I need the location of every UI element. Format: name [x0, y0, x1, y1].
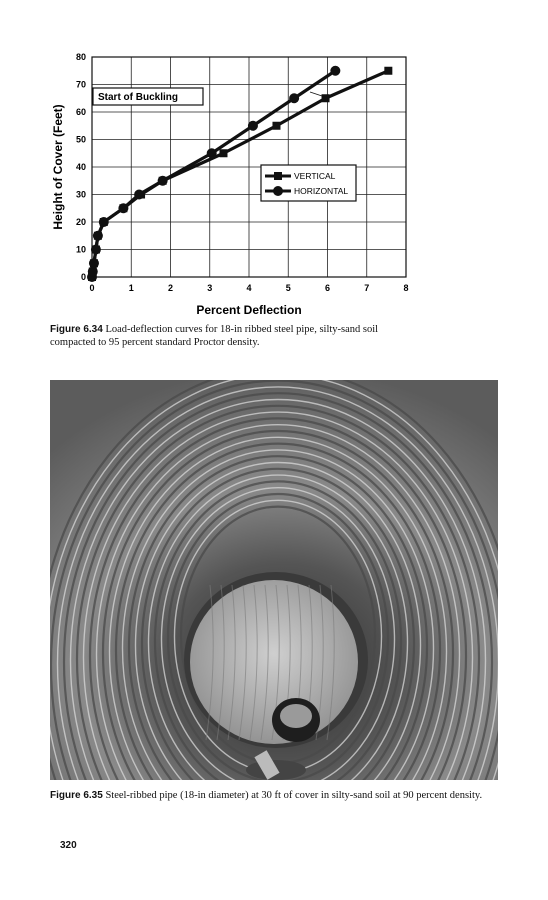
vertical-legend-label: VERTICAL [294, 171, 336, 181]
y-tick-label: 50 [75, 134, 86, 145]
x-tick-label: 3 [207, 283, 213, 293]
figure-6-34-label: Figure 6.34 [50, 324, 103, 335]
figure-6-35-label: Figure 6.35 [50, 790, 103, 801]
y-tick-label: 0 [80, 272, 86, 282]
horizontal-data-point [158, 176, 168, 186]
horizontal-data-point [89, 258, 99, 268]
horizontal-legend-marker [273, 186, 283, 196]
x-tick-label: 2 [167, 283, 174, 293]
horizontal-data-point [248, 121, 258, 131]
figure-6-35-text: Steel-ribbed pipe (18-in diameter) at 30 ft of cover in silty-sand soil at 90 percent density. [105, 790, 483, 801]
y-tick-label: 40 [75, 162, 86, 172]
y-tick-label: 30 [75, 189, 86, 200]
horizontal-data-point [93, 231, 103, 241]
horizontal-data-point [118, 203, 128, 213]
y-tick-label: 70 [75, 79, 86, 90]
vertical-legend-marker [274, 172, 282, 180]
vertical-data-point [219, 149, 227, 157]
steel-ribbed-pipe-photo [50, 380, 498, 780]
horizontal-data-point [289, 93, 299, 103]
page-number: 320 [60, 840, 77, 851]
horizontal-data-point [99, 217, 109, 227]
x-tick-label: 0 [89, 283, 95, 293]
x-tick-label: 6 [324, 283, 331, 293]
horizontal-data-point [330, 66, 340, 76]
y-tick-label: 10 [75, 244, 86, 255]
horizontal-legend-label: HORIZONTAL [294, 186, 349, 196]
load-deflection-chart [0, 0, 548, 330]
pipe-interior-image [50, 380, 498, 780]
y-axis-label: Height of Cover (Feet) [51, 104, 65, 230]
horizontal-data-point [91, 245, 101, 255]
y-tick-label: 20 [75, 217, 86, 227]
x-tick-label: 7 [364, 283, 370, 293]
figure-6-35-caption [50, 790, 500, 803]
hole-light [280, 704, 312, 728]
vertical-data-point [322, 94, 330, 102]
x-tick-label: 5 [285, 283, 291, 293]
vertical-data-point [384, 67, 392, 75]
x-tick-label: 4 [246, 283, 252, 293]
y-tick-label: 80 [75, 52, 86, 62]
annotation-text: Start of Buckling [98, 92, 179, 103]
x-tick-label: 8 [403, 283, 409, 293]
vertical-data-point [272, 122, 280, 130]
horizontal-data-point [134, 190, 144, 200]
x-axis-label: Percent Deflection [196, 303, 302, 317]
y-tick-label: 60 [75, 107, 86, 117]
figure-6-34-caption [50, 324, 410, 349]
x-tick-label: 1 [128, 283, 134, 293]
figure-6-34-text: Load-deflection curves for 18-in ribbed steel pipe, silty-sand soil compacted to 95 percent standard Proctor density. [50, 324, 379, 348]
horizontal-data-point [207, 148, 217, 158]
